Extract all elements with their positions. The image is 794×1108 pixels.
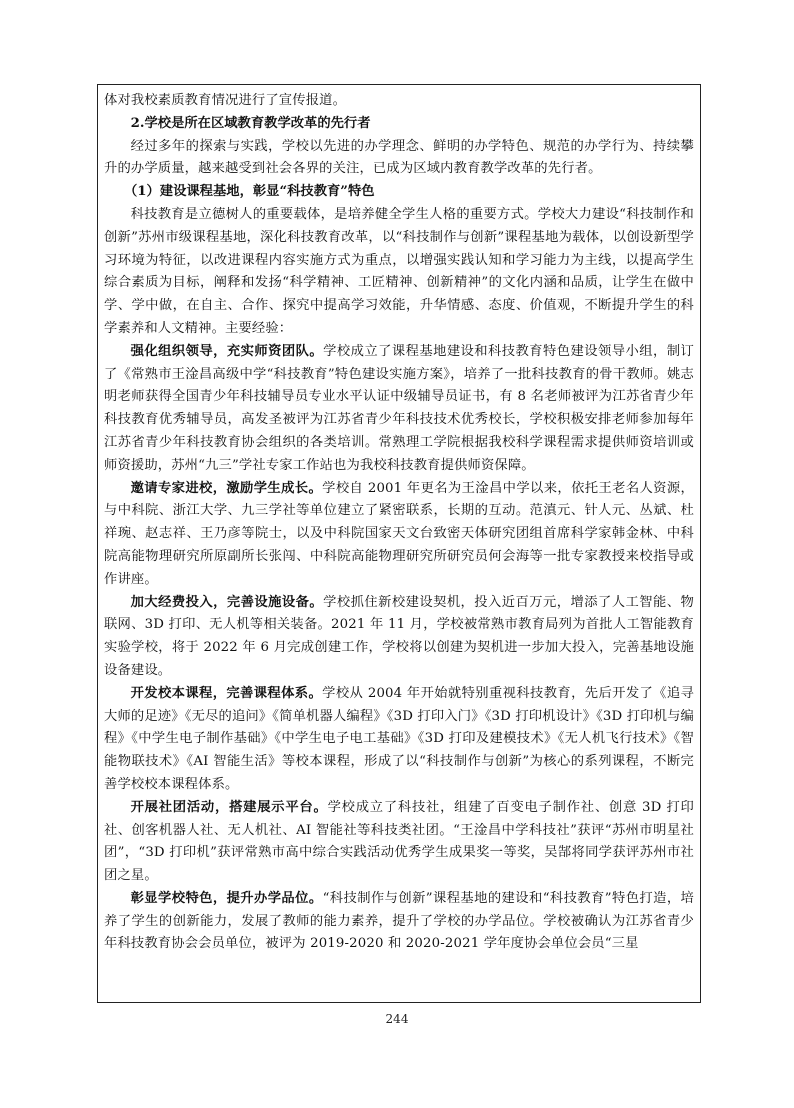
- experience-body: 学校自 2001 年更名为王淦昌中学以来，依托王老名人资源，与中科院、浙江大学、九三学社等单位建立了紧密联系，长期的互动。范滇元、针人元、丛斌、杜祥琬、赵志祥、王乃彦等院士，以及中科院国家天文台致密天体研究团组首席科学家韩金林、中科院高能物理研究所原副所长张闯、中科院高能物理研究所研究员何会海等一批专家教授来校指导或作讲座。: [104, 480, 694, 587]
- experience-lead: 开展社团活动，搭建展示平台。: [130, 799, 328, 815]
- experience-body: 学校成立了科技社，组建了百变电子制作社、创意 3D 打印社、创客机器人社、无人机社、AI 智能社等科技类社团。“王淦昌中学科技社”获评“苏州市明星社团”，“3D 打印机”获评常熟市高中综合实践活动优秀学生成果奖一等奖，吴郜将同学获评苏州市社团之星。: [104, 799, 694, 884]
- subsection-heading: （1）建设课程基地，彰显“科技教育”特色: [123, 184, 375, 200]
- experience-lead: 强化组织领导，充实师资团队。: [130, 343, 324, 359]
- experience-lead: 开发校本课程，完善课程体系。: [130, 685, 323, 701]
- subsection-intro: 科技教育是立德树人的重要载体，是培养健全学生人格的重要方式。学校大力建设“科技制作和创新”苏州市级课程基地，深化科技教育改革，以“科技制作与创新”课程基地为载体，以创设新型学习环境为特征，以改进课程内容实施方式为重点，以增强实践认知和学习能力为主线，以提高学生综合素质为目标，阐释和发扬“科学精神、工匠精神、创新精神”的文化内涵和品质，让学生在做中学、学中做，在自主、合作、探究中提高学习效能，升华情感、态度、价值观，不断提升学生的科学素养和人文精神。主要经验：: [104, 206, 694, 336]
- section-heading: 2.学校是所在区域教育教学改革的先行者: [130, 115, 371, 131]
- experience-lead: 邀请专家进校，激励学生成长。: [130, 480, 323, 496]
- experience-body: 学校成立了课程基地建设和科技教育特色建设领导小组，制订了《常熟市王淦昌高级中学“科技教育”特色建设实施方案》，培养了一批科技教育的骨干教师。姚志明老师获得全国青少年科技辅导员专业水平认证中级辅导员证书，有 8 名老师被评为江苏省青少年科技教育优秀辅导员，高发圣被评为江苏省青少年科技技术优秀校长，学校积极安排老师参加每年江苏省青少年科技教育协会组织的各类培训。常熟理工学院根据我校科学课程需求提供师资培训或师资援助，苏州“九三”学社专家工作站也为我校科技教育提供师资保障。: [104, 343, 694, 473]
- document-frame: [97, 84, 701, 1003]
- experience-paragraph: [104, 683, 694, 797]
- experience-paragraph: [104, 341, 694, 478]
- experience-paragraph: [104, 797, 694, 888]
- experience-lead: 加大经费投入，完善设施设备。: [130, 594, 324, 610]
- experience-body: “科技制作与创新”课程基地的建设和“科技教育”特色打造，培养了学生的创新能力，发展了教师的能力素养，提升了学校的办学品位。学校被确认为江苏省青少年科技教育协会会员单位，被评为 2019-2020 和 2020-2021 学年度协会单位会员“三星: [104, 890, 694, 952]
- experience-body: 学校抓住新校建设契机，投入近百万元，增添了人工智能、物联网、3D 打印、无人机等相关装备。2021 年 11 月，学校被常熟市教育局列为首批人工智能教育实验学校，将于 2022 年 6 月完成创建工作，学校将以创建为契机进一步加大投入，完善基地设施设备建设。: [104, 594, 694, 678]
- opening-line: 体对我校素质教育情况进行了宣传报道。: [104, 93, 347, 108]
- experience-paragraph: [104, 592, 694, 683]
- experience-paragraph: [104, 888, 694, 956]
- section-intro: 经过多年的探索与实践，学校以先进的办学理念、鲜明的办学特色、规范的办学行为、持续攀升的办学质量，越来越受到社会各界的关注，已成为区域内教育教学改革的先行者。: [104, 138, 694, 177]
- experience-paragraph: [104, 478, 694, 592]
- experience-lead: 彰显学校特色，提升办学品位。: [130, 890, 323, 906]
- page-number: 244: [385, 1012, 409, 1026]
- experience-body: 学校从 2004 年开始就特别重视科技教育，先后开发了《追寻大师的足迹》《无尽的追问》《简单机器人编程》《3D 打印入门》《3D 打印机设计》《3D 打印机与编程》《中学生电子制作基础》《中学生电子电工基础》《3D 打印及建模技术》《无人机飞行技术》《智能物联技术》《AI 智能生活》等校本课程，形成了以“科技制作与创新”为核心的系列课程，不断完善学校校本课程体系。: [104, 685, 694, 792]
